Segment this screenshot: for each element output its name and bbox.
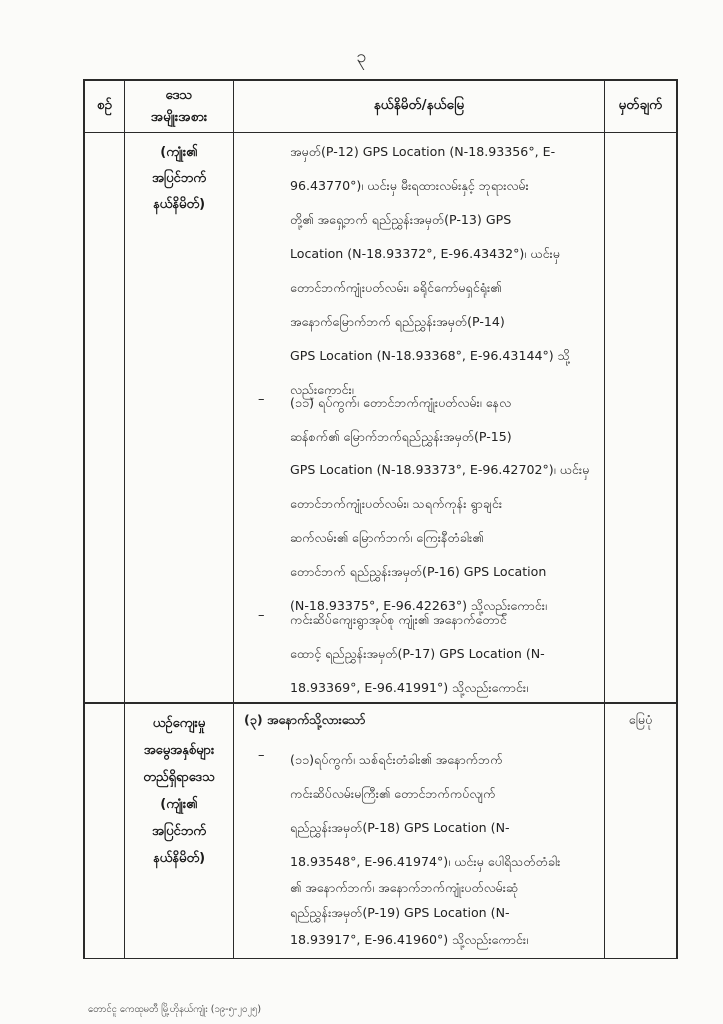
row1-area-type	[125, 140, 233, 218]
header-remark: မှတ်ချက်	[618, 97, 663, 113]
boundary-line: (N-18.93375°, E-96.42263°) သို့လည်းကောင်း၊	[290, 598, 547, 613]
footer-reference: တောင်ငူ ကေထုမတီ မြို့ဟိုနယ်ကျုံး (၁၉-၅-၂၀၂၅)	[88, 1004, 262, 1015]
row2-area-type-line: အပြင်ဘက်	[152, 824, 206, 839]
boundary-line: ရည်ညွှန်းအမှတ်(P-18) GPS Location (N-	[290, 820, 510, 835]
boundary-line: GPS Location (N-18.93368°, E-96.43144°) သို့	[290, 348, 570, 363]
table-border-row-divider	[83, 702, 678, 704]
boundary-line: (၁၁) ရပ်ကွက်၊ တောင်ဘက်ကျုံးပတ်လမ်း၊ နေလ	[290, 395, 511, 410]
table-border-left	[83, 79, 85, 959]
boundary-line: 18.93369°, E-96.41991°) သို့လည်းကောင်း၊	[290, 680, 529, 695]
header-area-type	[125, 84, 233, 128]
row2-area-type-line: တည်ရှိရာဒေသ	[143, 770, 215, 785]
boundary-line: အမှတ်(P-12) GPS Location (N-18.93356°, E-	[290, 144, 556, 159]
boundary-line: 96.43770°)၊ ယင်းမှ မီးရထားလမ်းနှင့် ဘုရားလမ်း	[290, 178, 529, 193]
boundary-line: အနောက်မြောက်ဘက် ရည်ညွှန်းအမှတ်(P-14)	[290, 314, 505, 329]
boundary-line: တောင်ဘက် ရည်ညွှန်းအမှတ်(P-16) GPS Location	[290, 564, 547, 579]
table-border-right	[676, 79, 678, 959]
boundary-line: ရည်ညွှန်းအမှတ်(P-19) GPS Location (N-	[290, 905, 510, 920]
row2-area-type-line: ယဉ်ကျေးမှု	[152, 716, 206, 731]
boundary-line: 18.93917°, E-96.41960°) သို့လည်းကောင်း၊	[290, 932, 529, 947]
boundary-line: 18.93548°, E-96.41974°)၊ ယင်းမှ ပေါရိသတ်တံခါး	[290, 854, 561, 869]
row1-area-type-line: နယ်နိမိတ်)	[152, 197, 206, 212]
boundary-line: ကင်းဆိပ်လမ်းမကြီး၏ တောင်ဘက်ကပ်လျက်	[290, 786, 496, 801]
row2-area-type-line: နယ်နိမိတ်)	[152, 851, 206, 866]
row2-area-type	[125, 710, 233, 872]
bullet-dash: –	[258, 608, 265, 623]
header-area-type-line: ဒေသ	[165, 87, 193, 103]
row2-area-type-line: (ကျုံး၏	[160, 797, 198, 812]
boundary-line: လည်းကောင်း၊	[290, 382, 354, 397]
table-border-top	[83, 79, 678, 81]
boundary-line: ဆက်လမ်း၏ မြောက်ဘက်၊ ကြေးနီတံခါး၏	[290, 530, 484, 545]
boundary-line: တောင်ဘက်ကျုံးပတ်လမ်း၊ သရက်ကုန်း ရွာချင်း	[290, 496, 503, 511]
row2-heading: (၃) အနောက်သို့လားသော်	[244, 712, 366, 727]
boundary-line: Location (N-18.93372°, E-96.43432°)၊ ယင်းမှ	[290, 246, 560, 261]
boundary-line: ဆန်စက်၏ မြောက်ဘက်ရည်ညွှန်းအမှတ်(P-15)	[290, 429, 512, 444]
header-area-type-line: အမျိုးအစား	[150, 109, 208, 125]
row2-area-type-line: အမွေအနှစ်များ	[143, 743, 215, 758]
boundary-line: တောင်ဘက်ကျုံးပတ်လမ်း၊ ခရိုင်ကော်မရှင်ရုံး၏	[290, 280, 502, 295]
row2-remark: မြေပုံ	[628, 712, 653, 727]
row1-area-type-line: (ကျုံး၏	[160, 145, 198, 160]
table-border-col3	[604, 79, 605, 959]
boundary-line: GPS Location (N-18.93373°, E-96.42702°)၊ ယင်းမှ	[290, 462, 590, 477]
header-boundary: နယ်နိမိတ်/နယ်မြေ	[373, 97, 465, 113]
boundary-line: တို့၏ အရှေ့ဘက် ရည်ညွှန်းအမှတ်(P-13) GPS	[290, 212, 512, 227]
boundary-line: ၏ အနောက်ဘက်၊ အနောက်ဘက်ကျုံးပတ်လမ်းဆုံ	[290, 880, 519, 895]
table-border-col2	[233, 79, 234, 959]
table-border-bottom	[83, 958, 678, 959]
page-number: ၃	[356, 46, 367, 67]
table-border-header-bottom	[83, 132, 678, 133]
bullet-dash: –	[258, 392, 265, 407]
boundary-line: ထောင့် ရည်ညွှန်းအမှတ်(P-17) GPS Location (N-	[290, 646, 545, 661]
bullet-dash: –	[258, 748, 265, 763]
boundary-line: (၁၁)ရပ်ကွက်၊ သစ်ရင်းတံခါး၏ အနောက်ဘက်	[290, 752, 503, 767]
row1-area-type-line: အပြင်ဘက်	[152, 171, 206, 186]
header-no: စဉ်	[96, 97, 113, 113]
boundary-line: ကင်းဆိပ်ကျေးရွာအုပ်စု ကျုံး၏ အနောက်တောင်	[290, 612, 507, 627]
